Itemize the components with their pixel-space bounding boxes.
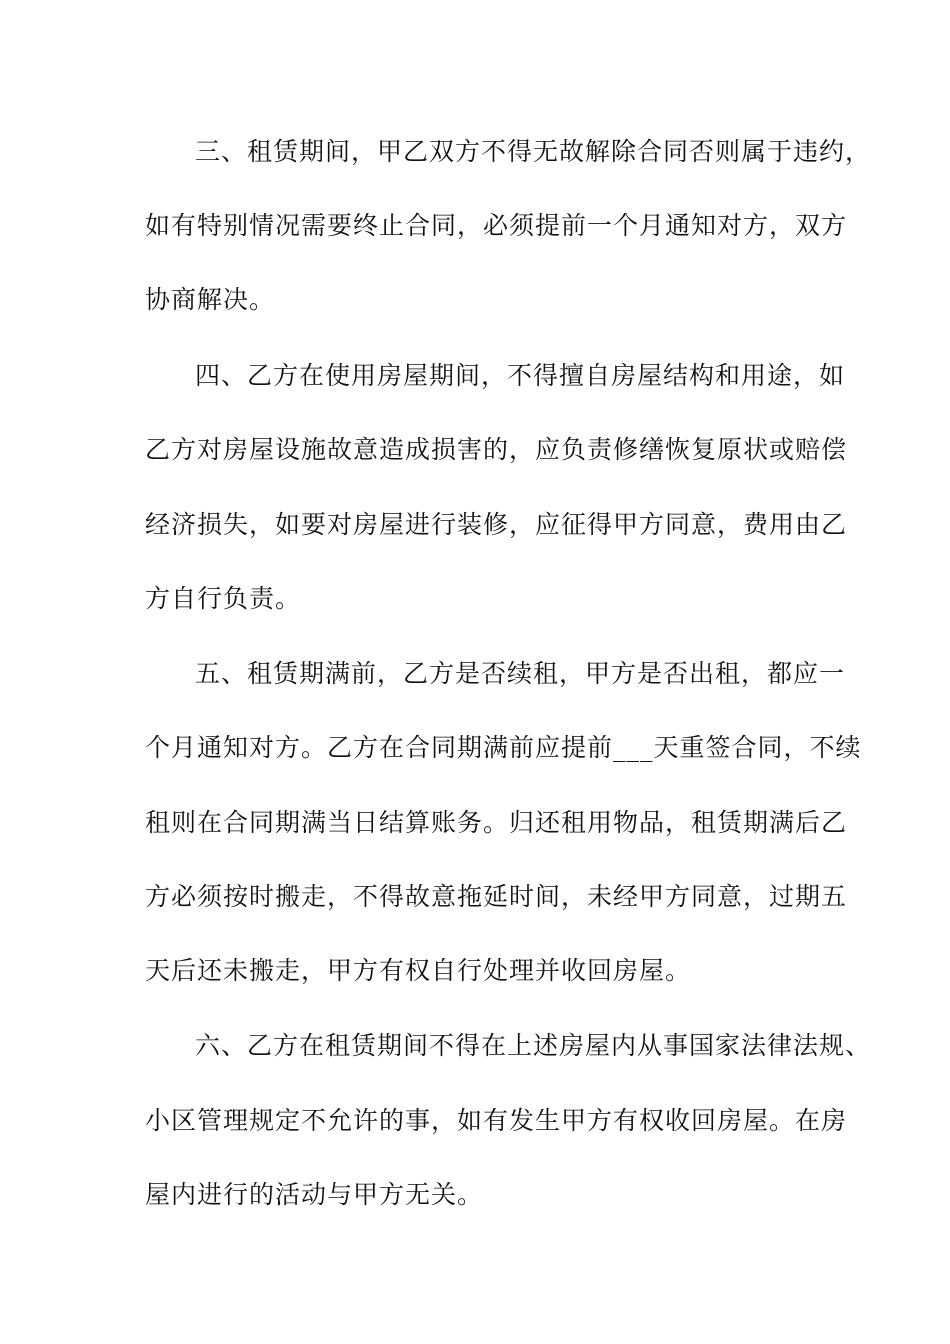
clause-5-line-1: 五、租赁期满前，乙方是否续租，甲方是否出租，都应一 bbox=[195, 659, 846, 688]
clause-6-line-1: 六、乙方在租赁期间不得在上述房屋内从事国家法律法规、 bbox=[195, 1031, 872, 1060]
clause-6-line-2: 小区管理规定不允许的事，如有发生甲方有权收回房屋。在房 bbox=[145, 1106, 848, 1135]
clause-4-line-3: 经济损失，如要对房屋进行装修，应征得甲方同意，费用由乙 bbox=[145, 510, 848, 539]
clause-3-line-1: 三、租赁期间，甲乙双方不得无故解除合同否则属于违约， bbox=[195, 137, 872, 166]
clause-5-line-3: 租则在合同期满当日结算账务。归还租用物品，租赁期满后乙 bbox=[145, 808, 848, 837]
clause-5-line-5: 天后还未搬走，甲方有权自行处理并收回房屋。 bbox=[145, 956, 692, 985]
clause-4-line-4: 方自行负责。 bbox=[145, 584, 302, 613]
clause-5-line-2: 个月通知对方。乙方在合同期满前应提前___天重签合同，不续 bbox=[145, 733, 862, 762]
clause-5-line-4: 方必须按时搬走，不得故意拖延时间，未经甲方同意，过期五 bbox=[145, 882, 848, 911]
clause-3-line-2: 如有特别情况需要终止合同，必须提前一个月通知对方，双方 bbox=[145, 211, 848, 240]
clause-4-line-1: 四、乙方在使用房屋期间，不得擅自房屋结构和用途，如 bbox=[195, 361, 846, 390]
clause-3-line-3: 协商解决。 bbox=[145, 285, 276, 314]
clause-6-line-3: 屋内进行的活动与甲方无关。 bbox=[145, 1180, 484, 1209]
clause-4-line-2: 乙方对房屋设施故意造成损害的，应负责修缮恢复原状或赔偿 bbox=[145, 435, 848, 464]
